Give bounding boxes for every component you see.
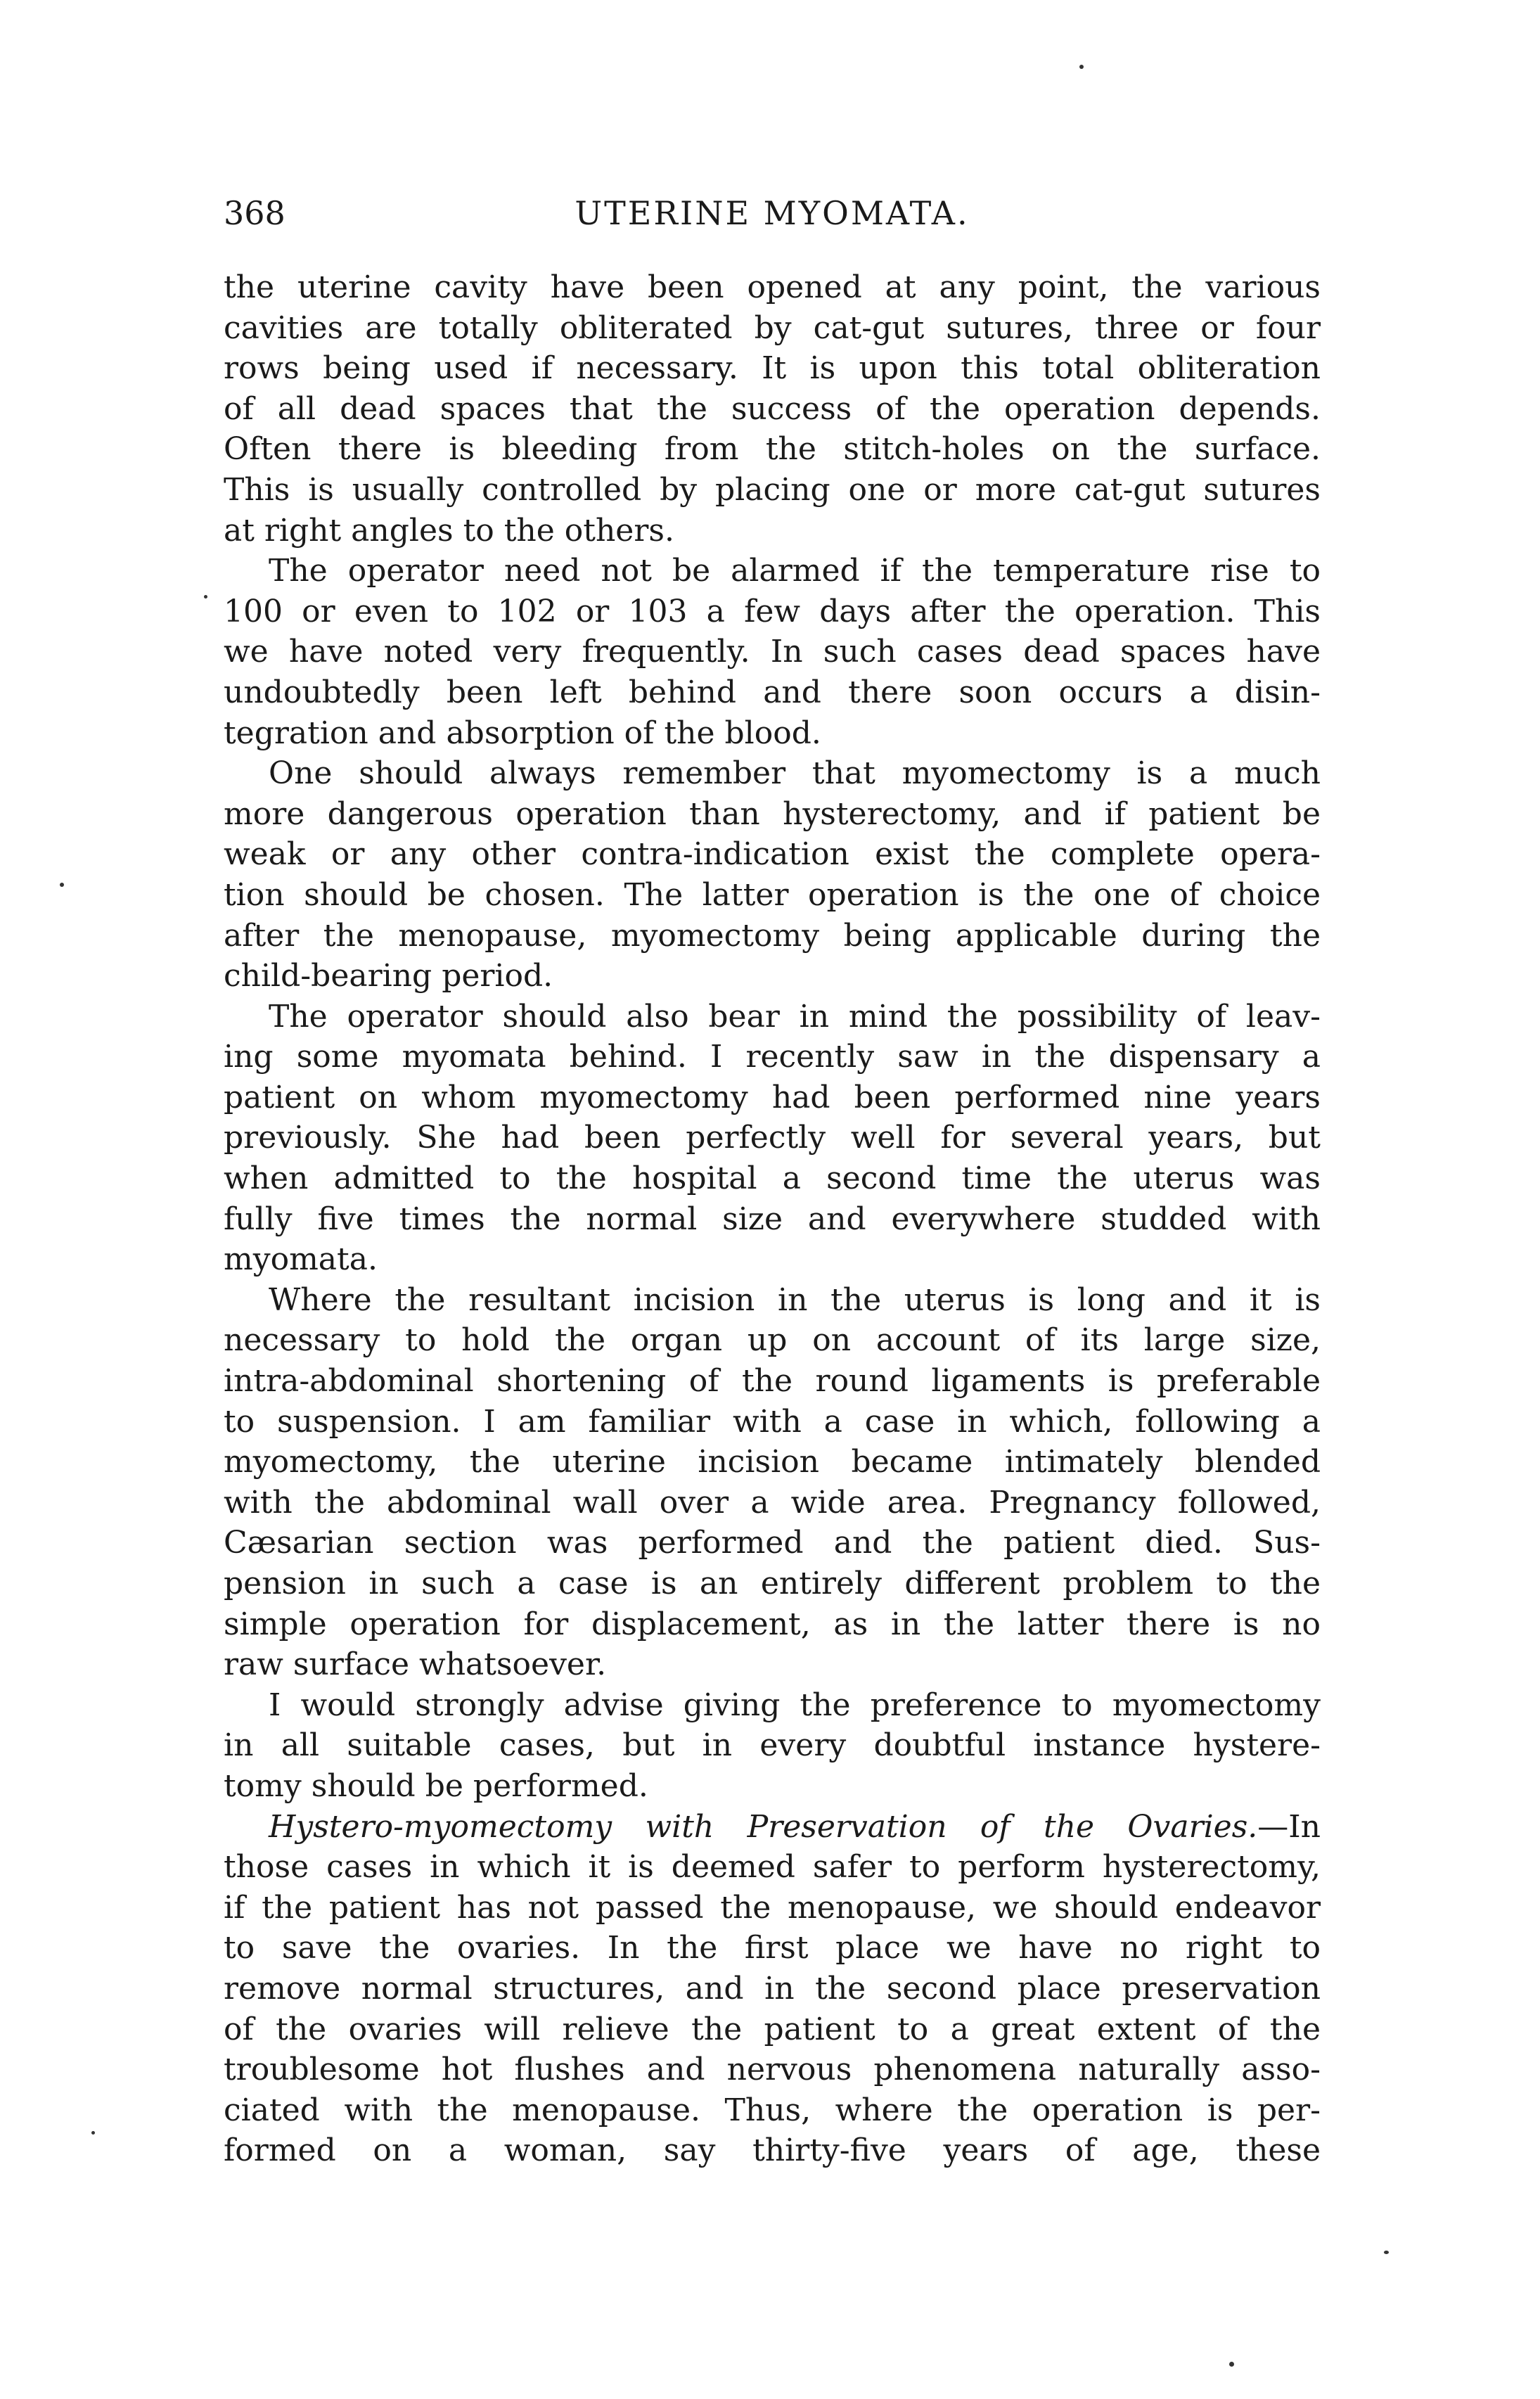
text-line: One should always remember that myomectomy is a much	[269, 755, 1321, 792]
text-line: intra-abdominal shortening of the round ligaments is preferable	[224, 1363, 1321, 1400]
text-line: I would strongly advise giving the preference to myomectomy	[269, 1687, 1321, 1723]
text-line: necessary to hold the organ up on account of its large size,	[224, 1322, 1321, 1359]
text-line: at right angles to the others.	[224, 512, 674, 549]
text-line: child-bearing period.	[224, 958, 553, 994]
scan-speck	[60, 883, 64, 887]
text-line: troublesome hot flushes and nervous phenomena naturally asso-	[224, 2052, 1321, 2088]
text-line: Cæsarian section was performed and the patient died. Sus-	[224, 1525, 1321, 1561]
text-line: if the patient has not passed the menopause, we should endeavor	[224, 1889, 1321, 1926]
text-line: cavities are totally obliterated by cat-gut sutures, three or four	[224, 309, 1321, 346]
text-line: raw surface whatsoever.	[224, 1646, 607, 1683]
text-line: The operator should also bear in mind the possibility of leav-	[269, 998, 1321, 1035]
text-line: to suspension. I am familiar with a case in which, following a	[224, 1403, 1321, 1440]
text-line: the uterine cavity have been opened at any point, the various	[224, 269, 1321, 305]
text-line: those cases in which it is deemed safer to perform hysterectomy,	[224, 1849, 1321, 1886]
text-line: ciated with the menopause. Thus, where the operation is per-	[224, 2092, 1321, 2128]
text-line: myomectomy, the uterine incision became intimately blended	[224, 1444, 1321, 1480]
text-line: of the ovaries will relieve the patient to a great extent of the	[224, 2011, 1321, 2047]
text-line: Often there is bleeding from the stitch-holes on the surface.	[224, 431, 1321, 468]
text-line: tion should be chosen. The latter operation is the one of choice	[224, 876, 1321, 913]
text-line: Where the resultant incision in the uterus is long and it is	[269, 1281, 1321, 1318]
text-line: formed on a woman, say thirty-five years of age, these	[224, 2132, 1321, 2169]
scan-speck	[91, 2131, 95, 2135]
text-line: ing some myomata behind. I recently saw in the dispensary a	[224, 1039, 1321, 1075]
text-line: pension in such a case is an entirely different problem to the	[224, 1566, 1321, 1601]
text-line: 100 or even to 102 or 103 a few days after the operation. This	[224, 593, 1321, 629]
text-line: with the abdominal wall over a wide area. Pregnancy followed,	[224, 1484, 1321, 1521]
text-line: weak or any other contra-indication exist the complete opera-	[224, 836, 1321, 873]
scan-speck	[204, 595, 207, 599]
text-line: This is usually controlled by placing one or more cat-gut sutures	[224, 471, 1321, 508]
text-line: rows being used if necessary. It is upon this total obliteration	[224, 350, 1321, 387]
page-header	[224, 188, 1321, 238]
text-line: tomy should be performed.	[224, 1767, 648, 1804]
text-line: undoubtedly been left behind and there soon occurs a disin-	[224, 674, 1321, 710]
text-line: The operator need not be alarmed if the temperature rise to	[269, 553, 1321, 589]
text-line: myomata.	[224, 1241, 378, 1278]
text-line: remove normal structures, and in the second place preservation	[224, 1970, 1321, 2007]
scan-speck	[1079, 65, 1084, 69]
text-line: tegration and absorption of the blood.	[224, 715, 821, 751]
section-heading-line	[224, 1807, 1321, 1848]
text-line: fully five times the normal size and everywhere studded with	[224, 1201, 1321, 1237]
text-line: more dangerous operation than hysterectomy, and if patient be	[224, 795, 1321, 832]
scan-speck	[1384, 2251, 1389, 2254]
text-line: when admitted to the hospital a second time the uterus was	[224, 1160, 1321, 1197]
text-line: simple operation for displacement, as in the latter there is no	[224, 1606, 1321, 1642]
text-line: in all suitable cases, but in every doubtful instance hystere-	[224, 1727, 1321, 1764]
text-line: to save the ovaries. In the first place we have no right to	[224, 1930, 1321, 1966]
section-heading-continuation: —In	[1257, 1808, 1321, 1845]
text-line: after the menopause, myomectomy being applicable during the	[224, 917, 1321, 954]
text-line: we have noted very frequently. In such cases dead spaces have	[224, 634, 1321, 670]
text-line: patient on whom myomectomy had been performed nine years	[224, 1079, 1321, 1115]
section-heading: Hystero-myomectomy with Preservation of the Ovaries.	[269, 1808, 1258, 1845]
page-number: 368	[224, 194, 285, 232]
body-text	[224, 267, 1321, 2171]
scan-speck	[1229, 2362, 1234, 2367]
text-line: of all dead spaces that the success of the operation depends.	[224, 390, 1321, 427]
running-title: UTERINE MYOMATA.	[575, 194, 970, 232]
text-line: previously. She had been perfectly well for several years, but	[224, 1120, 1321, 1156]
